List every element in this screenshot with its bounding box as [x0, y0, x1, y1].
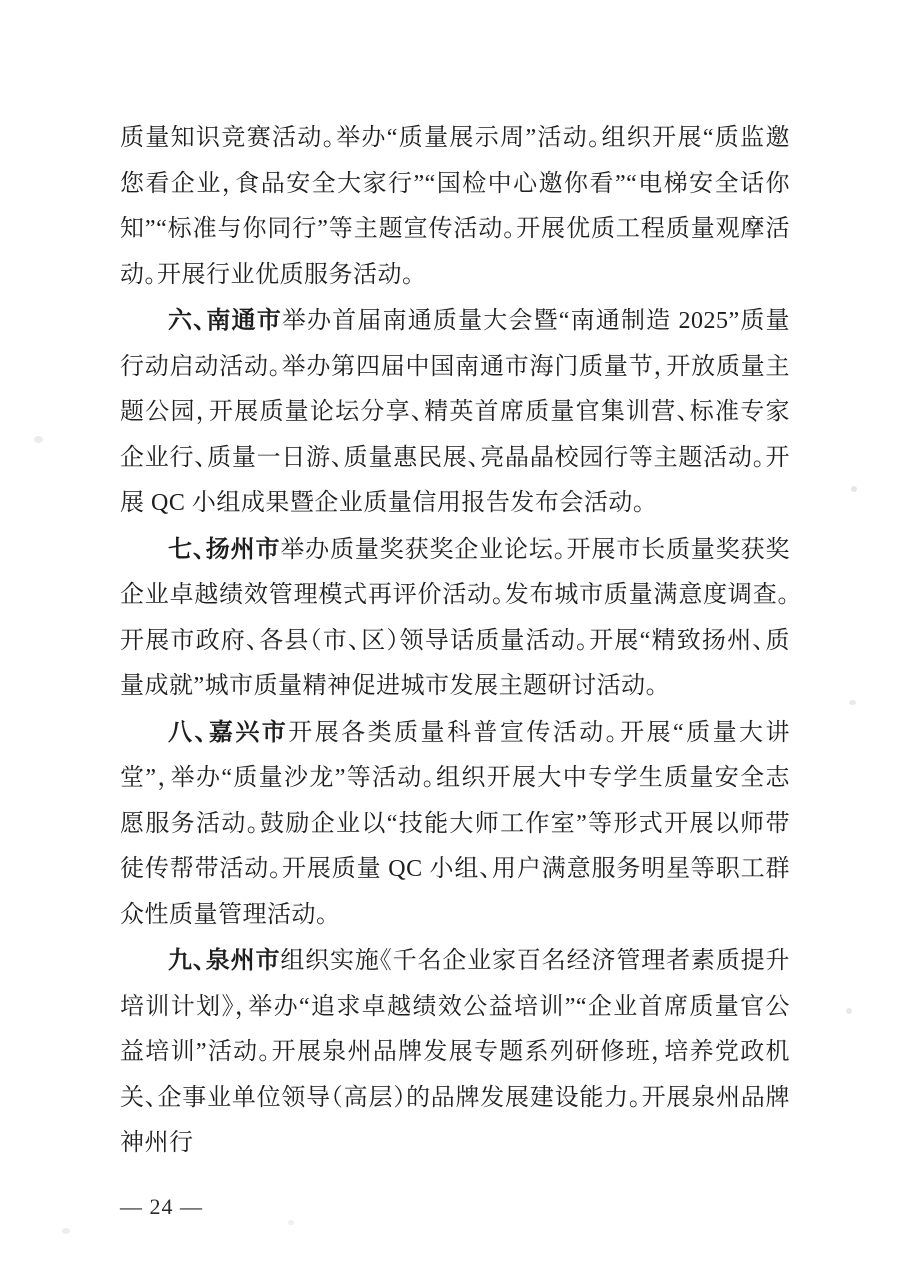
scan-speckle	[846, 1008, 852, 1014]
document-body	[120, 116, 790, 1229]
page-footer	[120, 1184, 790, 1230]
paragraph	[120, 527, 790, 710]
paragraph-text: 举办质量奖获奖企业论坛。开展市长质量奖获奖企业卓越绩效管理模式再评价活动。发布城市质量满意度调查。开展市政府、各县（市、区）领导话质量活动。开展“精致扬州、质量成就”城市质量精神促进城市发展主题研讨活动。	[120, 536, 791, 699]
paragraph-lead: 九、泉州市	[168, 947, 281, 974]
paragraph	[120, 298, 790, 527]
scan-speckle	[849, 700, 856, 705]
paragraph-text: 开展各类质量科普宣传活动。开展“质量大讲堂”，举办“质量沙龙”等活动。组织开展大中专学生质量安全志愿服务活动。鼓励企业以“技能大师工作室”等形式开展以师带徒传帮带活动。开展质量 QC 小组、用户满意服务明星等职工群众性质量管理活动。	[120, 719, 791, 928]
scan-speckle	[34, 436, 43, 443]
page-number: — 24 —	[120, 1193, 203, 1219]
paragraph	[120, 710, 790, 939]
paragraph-text: 质量知识竞赛活动。举办“质量展示周”活动。组织开展“质监邀您看企业，食品安全大家行”“国检中心邀你看”“电梯安全话你知”“标准与你同行”等主题宣传活动。开展优质工程质量观摩活动。开展行业优质服务活动。	[120, 125, 790, 288]
paragraph	[120, 116, 790, 298]
paragraph-lead: 六、南通市	[168, 307, 282, 334]
paragraph-text: 组织实施《千名企业家百名经济管理者素质提升培训计划》，举办“追求卓越绩效公益培训”“企业首席质量官公益培训”活动。开展泉州品牌发展专题系列研修班，培养党政机关、企事业单位领导（高层）的品牌发展建设能力。开展泉州品牌神州行	[120, 948, 791, 1156]
paragraph-lead: 七、扬州市	[168, 535, 281, 563]
scan-speckle	[851, 486, 857, 492]
paragraph-lead: 八、嘉兴市	[168, 718, 289, 746]
scan-speckle	[62, 1228, 70, 1234]
paragraph	[120, 938, 790, 1167]
paragraph-text: 举办首届南通质量大会暨“南通制造 2025”质量行动启动活动。举办第四届中国南通市海门质量节，开放质量主题公园，开展质量论坛分享、精英首席质量官集训营、标准专家企业行、质量一日游、质量惠民展、亮晶晶校园行等主题活动。开展 QC 小组成果暨企业质量信用报告发布会活动。	[120, 308, 790, 516]
